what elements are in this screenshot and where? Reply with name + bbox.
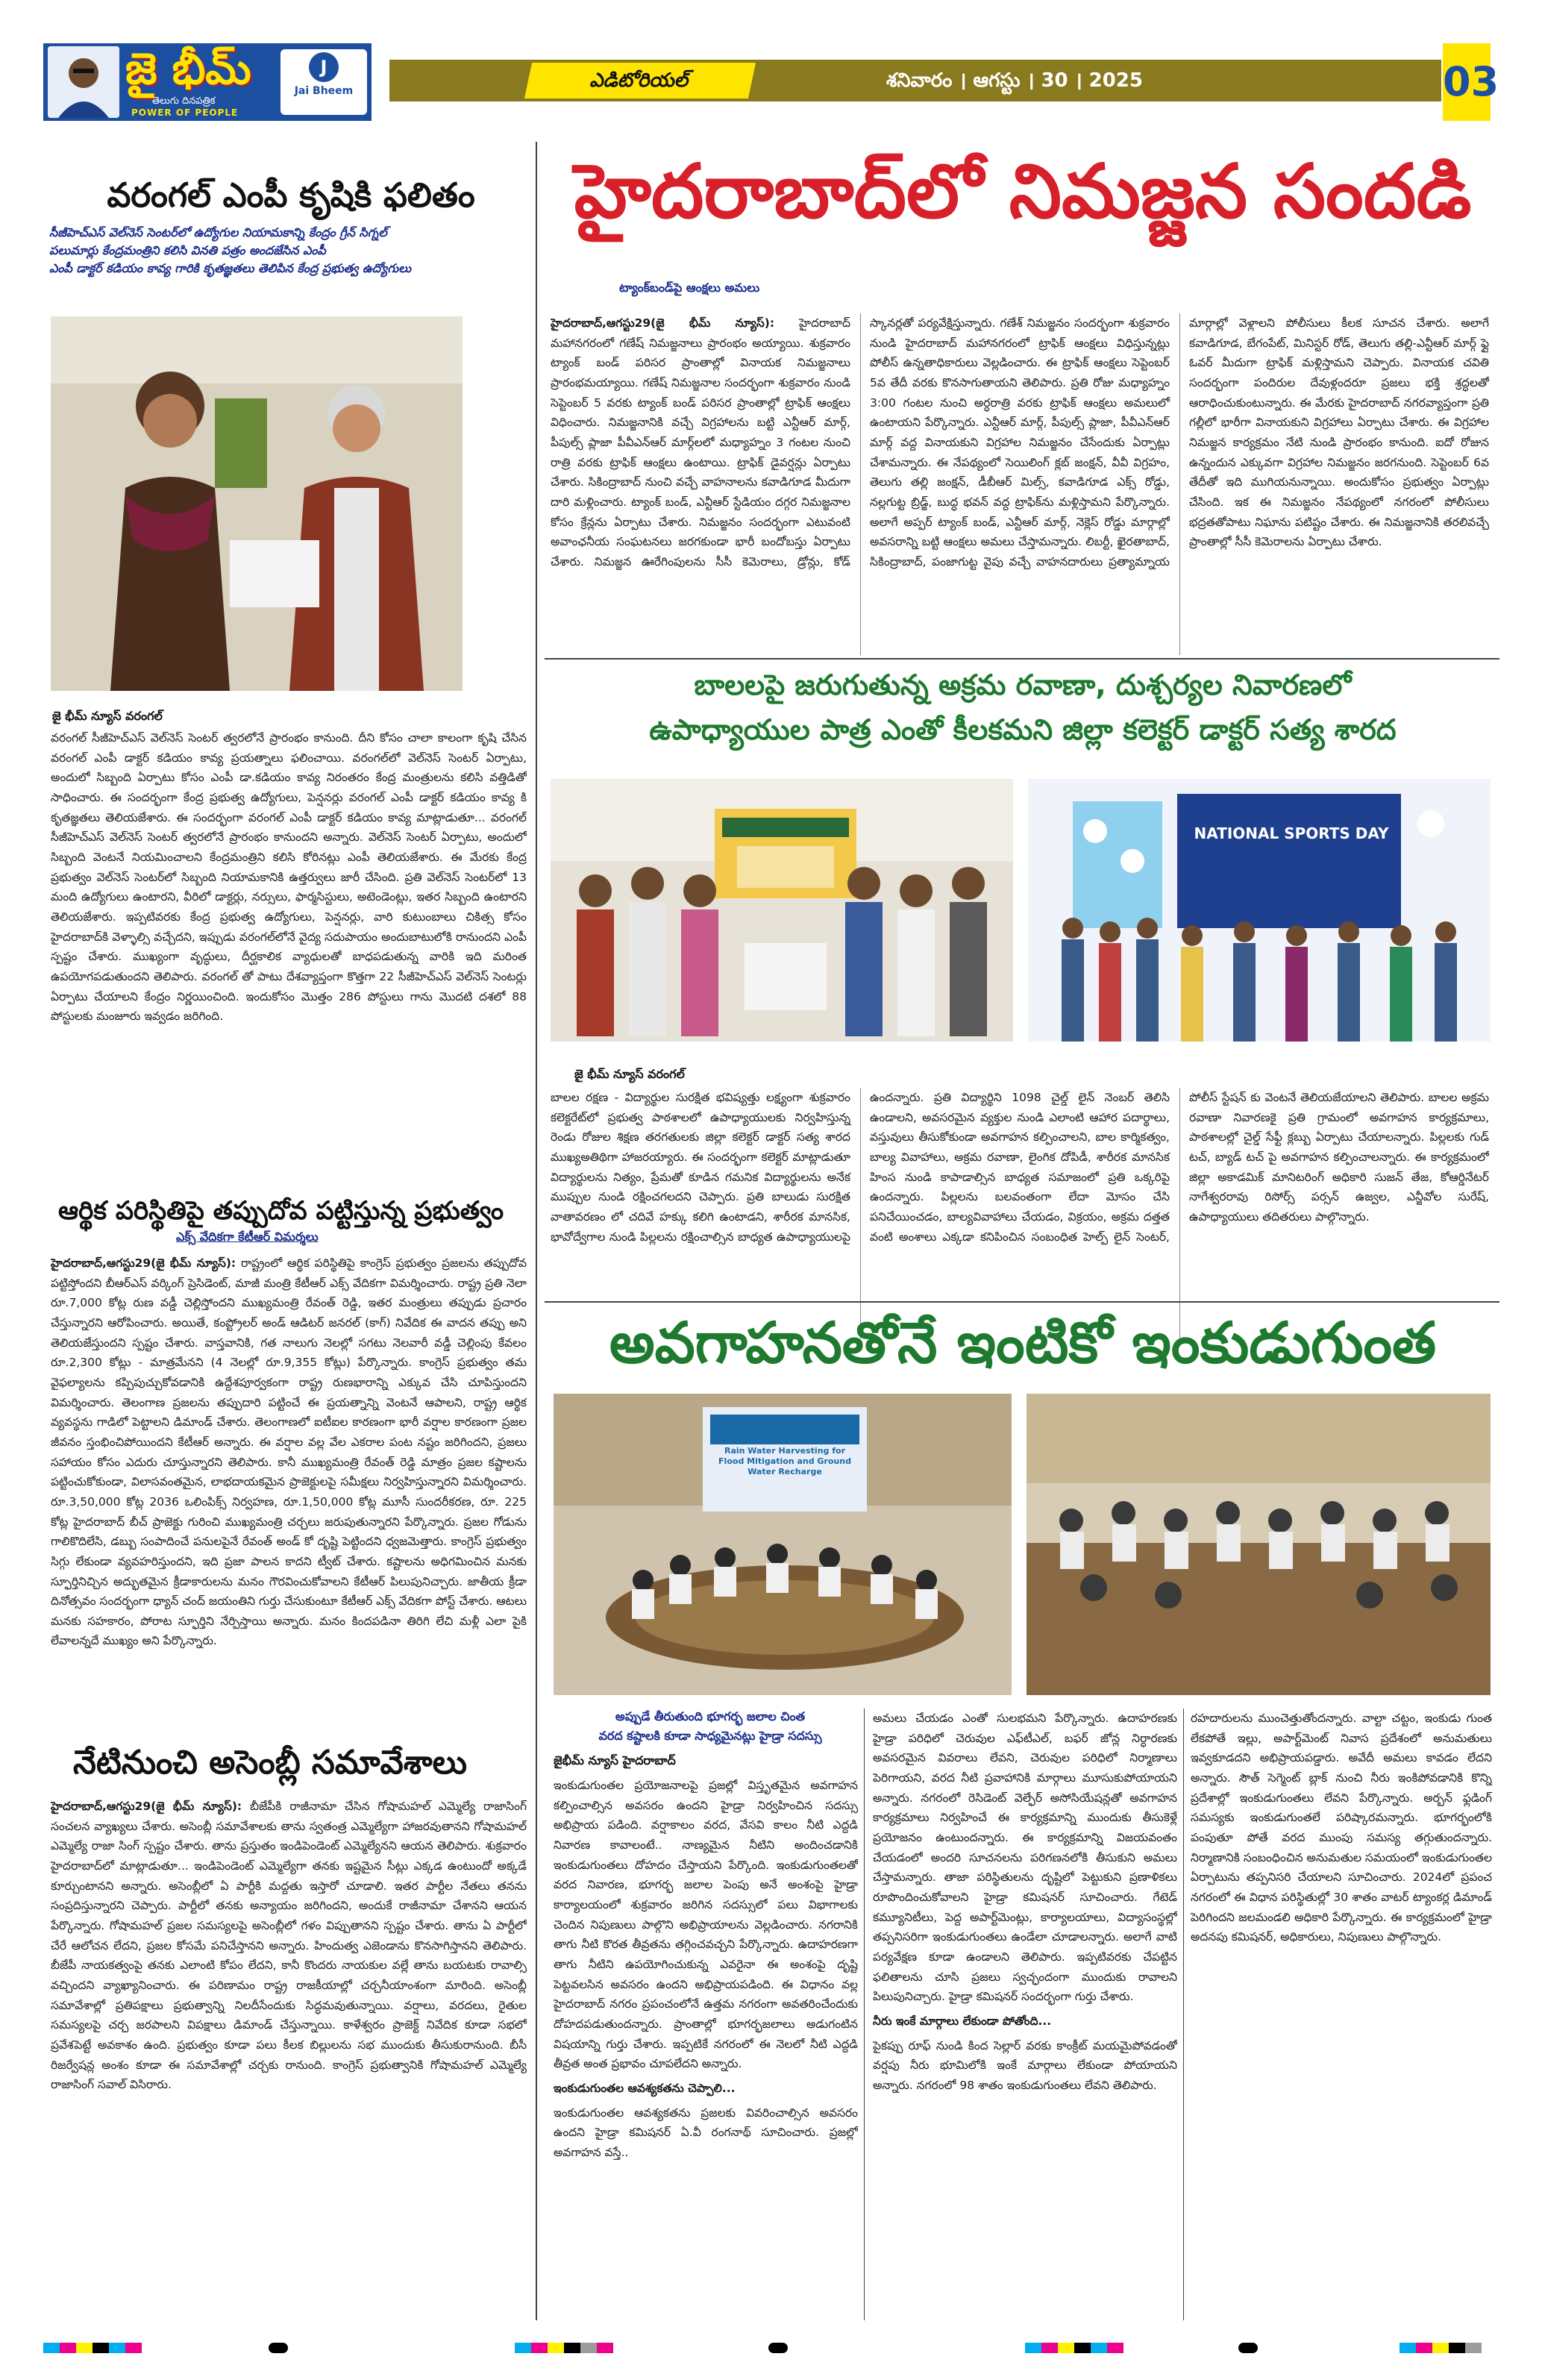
rainwater-headline: అవగాహనతోనే ఇంటికో ఇంకుడుగుంత	[609, 1309, 1437, 1376]
registration-mark-2	[768, 2343, 788, 2353]
collector-headline-line-2: ఉపాధ్యాయుల పాత్ర ఎంతో కీలకమని జిల్లా కలెక్టర్ డాక్టర్ సత్య శారద	[649, 713, 1397, 746]
rainwater-col-2-text: అమలు చేయడం ఎంతో సులభమని పేర్కొన్నారు. ఉదాహరణకు హైడ్రా పరిధిలో చెరువుల ఎఫ్‌టీఎల్, బఫర్ జోన్ల నిర్ధారణకు అవసరమైన వివరాలు లేవని, చెరువుల పరిధిలో నిర్మాణాలు పెరిగాయని, వరద నీటి ప్రవాహానికి మార్గాలు మూసుకుపోయాయని అన్నారు. నగరంలో రెసిడెంట్ వెల్ఫేర్ అసోసియేషన్లతో అవగాహన కార్యక్రమాలు నిర్వహించే ఈ కార్యక్రమాన్ని ముందుకు తీసుకెళ్లే ప్రయోజనం ఉంటుందన్నారు. ఈ కార్యక్రమాన్ని విజయవంతం చేయడంలో అందరి సూచనలను పరిగణనలోకి తీసుకుని అమలు చేస్తామన్నారు. తాజా పరిస్థితులను దృష్టిలో పెట్టుకుని ప్రణాళికలు రూపొందించుకోవాలని హైడ్రా కమిషనర్ సూచించారు. గేటెడ్ కమ్యూనిటీలు, పెద్ద అపార్ట్‌మెంట్లు, కార్యాలయాలు, విద్యాసంస్థల్లో తప్పనిసరిగా ఇంకుడుగుంతలు ఉండేలా చూడాలన్నారు. అలాగే వాటి పర్యవేక్షణ కూడా ఉండాలని తెలిపారు. ఇప్పటివరకు చేపట్టిన ఫలితాలను చూసి ప్రజలు స్వచ్ఛందంగా ముందుకు రావాలని పిలుపునిచ్చారు. హైడ్రా కమిషనర్ సందర్భంగా గుర్తు చేశారు.	[873, 1712, 1177, 2004]
rainwater-photo-audience	[1027, 1394, 1491, 1695]
rainwater-deck-line-2: వరద కష్టాలకి కూడా సాధ్యమైనట్లు హైడ్రా సదస్సు	[598, 1729, 822, 1743]
rainwater-subhead-1: ఇంకుడుగుంతల ఆవశ్యకతను చెప్పాలి...	[554, 2081, 736, 2095]
logo-tag-en: POWER OF PEOPLE	[131, 107, 239, 118]
warangal-deck-line-2: పలుమార్లు కేంద్రమంత్రిని కలిసి వినతి పత్రం అందజేసిన ఎంపీ	[49, 243, 326, 257]
finance-body	[51, 1253, 527, 1740]
emblem-icon: J	[309, 52, 339, 82]
emblem	[280, 49, 367, 115]
rainwater-col-2b-text: పైకప్పు రూఫ్ నుండి కింద సెల్లార్ వరకు కాంక్రీట్ మయమైపోవడంతో వర్షపు నీరు భూమిలోకి ఇంకే మార్గాలు లేకుండా పోయాయని అన్నారు. నగరంలో 98 శాతం ఇంకుడుగుంతలు లేవని తెలిపారు.	[873, 2038, 1177, 2092]
print-color-bar-mid-right	[1025, 2343, 1123, 2353]
logo-tag-te: తెలుగు దినపత్రిక	[152, 95, 216, 107]
warangal-body: వరంగల్ సీజీహెచ్ఎస్ వెల్‌నెస్ సెంటర్ త్వరలోనే ప్రారంభం కానుంది. దీని కోసం చాలా కాలంగా కృషి చేసిన వరంగల్ ఎంపీ డాక్టర్ కడియం కావ్య ప్రయత్నాలు ఫలించాయి. వరంగల్‌లో వెల్‌నెస్ సెంటర్ ఏర్పాటు, అందులో సిబ్బంది ఏర్పాటు కోసం ఎంపీ డా.కడియం కావ్య నిరంతరం కేంద్ర మంత్రులను కలిసి వత్తిడితో సాధించారు. ఈ సందర్భంగా కేంద్ర ప్రభుత్వ ఉద్యోగులు, పెన్షనర్లు వరంగల్ ఎంపీ డాక్టర్ కడియం కావ్య కి కృతజ్ఞతలు తెలియజేశారు. ఈ సందర్భంగా వరంగల్ ఎంపీ డాక్టర్ కడియం కావ్య మాట్లాడుతూ... వరంగల్ సీజీహెచ్ఎస్ వెల్‌నెస్ సెంటర్ త్వరలోనే ప్రారంభం కానుందని అన్నారు. వెల్‌నెస్ సెంటర్ ఏర్పాటు, అందులో సిబ్బంది వెంటనే నియమించాలని కేంద్రమంత్రిని కలిసి కోరినట్లు ఎంపీ తెలియజేశారు. ఈ మేరకు కేంద్ర ప్రభుత్వం వెల్‌నెస్ సెంటర్‌లో సిబ్బంది నియామకానికి ఉత్తర్వులు జారీ చేసింది. ప్రతి వెల్‌నెస్ సెంటర్‌లో 13 మంది ఉద్యోగులు ఉంటారని, వీరిలో డాక్టర్లు, నర్సులు, ఫార్మసిస్టులు, అటెండెంట్లు, ఇతర సిబ్బంది ఉంటారని తెలియజేశారు. ఇప్పటివరకు కేంద్ర ప్రభుత్వ ఉద్యోగులు, పెన్షనర్లు, వారి కుటుంబాలు చికిత్స కోసం హైదరాబాద్‌కి వెళ్ళాల్సి వచ్చేదని, ఇప్పుడు వరంగల్‌లోనే వైద్య సదుపాయం అందుబాటులోకి రానుందని ఎంపీ స్పష్టం చేశారు. ముఖ్యంగా వృద్ధులు, దీర్ఘకాలిక వ్యాధులతో బాధపడుతున్న వారికి ఇది మరింత ఉపయోగపడుతుందని తెలిపారు. వరంగల్ తో పాటు దేశవ్యాప్తంగా కొత్తగా 22 సీజీహెచ్ఎస్ వెల్‌నెస్ సెంటర్లు ఏర్పాటు చేయాలని కేంద్రం నిర్ణయించింది. ఇందుకోసం మొత్తం 286 పోస్టులు గాను మొదటి దశలో 88 పోస్టులకు మంజూరు ఇవ్వడం జరిగింది.	[51, 731, 527, 1024]
warangal-deck-line-1: సీజీహెచ్ఎస్ వెల్‌నెస్ సెంటర్‌లో ఉద్యోగుల నియామకాన్ని కేంద్రం గ్రీన్ సిగ్నల్	[49, 225, 387, 239]
collector-byline: జై భీమ్ న్యూస్ వరంగల్	[574, 1067, 685, 1081]
print-color-bar-mid-left	[515, 2343, 613, 2353]
registration-mark-3	[1238, 2343, 1258, 2353]
rainwater-photo-main	[554, 1394, 1012, 1695]
rainwater-banner-text: Rain Water Harvesting for Flood Mitigation and Ground Water Recharge	[718, 1446, 851, 1476]
lead-text: హైదరాబాద్ మహానగరంలో గణేష్ నిమజ్జనాలు ప్రారంభం అయ్యాయి. శుక్రవారం ట్యాంక్ బండ్ పరిసర ప్రాంతాల్లో వినాయక నిమజ్జనాలు ప్రారంభమయ్యాయి. గణేష్ నిమజ్జనాల సందర్భంగా శుక్రవారం నుండి సెప్టెంబర్ 5 వరకు ట్యాంక్ బండ్ పరిసర ప్రాంతాల్లో ట్రాఫిక్ ఆంక్షలు విధించారు. నిమజ్జనానికి వచ్చే విగ్రహాలను బట్టి ఎన్టీఆర్ మార్గ్, పీపుల్స్ ప్లాజా పీవీఎన్ఆర్ మార్గ్‌లలో మధ్యాహ్నం 3 గంటల నుంచి రాత్రి వరకు ట్రాఫిక్ ఆంక్షలు ఉంటాయి. ట్రాఫిక్ డైవర్షన్లు ఏర్పాటు చేశారు. సికింద్రాబాద్ నుంచి వచ్చే వాహనాలను కవాడిగూడ మీదుగా దారి మళ్లించారు. ట్యాంక్ బండ్, ఎన్టీఆర్ స్టేడియం దగ్గర నిమజ్జనాల కోసం క్రేన్లను ఏర్పాటు చేశారు. నిమజ్జనం సందర్భంగా ఎటువంటి అవాంఛనీయ సంఘటనలు జరగకుండా భారీ బందోబస్తు ఏర్పాటు చేశారు. నిమజ్జన ఊరేగింపులను సీసీ కెమెరాలు, డ్రోన్లు, కోడ్ స్కానర్లతో పర్యవేక్షిస్తున్నారు. గణేశ్ నిమజ్జనం సందర్భంగా శుక్రవారం నుండి హైదరాబాద్ మహానగరంలో ట్రాఫిక్ ఆంక్షలు విధిస్తున్నట్లు పోలీస్ ఉన్నతాధికారులు వెల్లడించారు. ఈ ట్రాఫిక్ ఆంక్షలు సెప్టెంబర్ 5వ తేదీ వరకు కొనసాగుతాయని తెలిపారు. ప్రతి రోజు మధ్యాహ్నం 3:00 గంటల నుంచి అర్ధరాత్రి వరకు ట్రాఫిక్ ఆంక్షలు అమలులో ఉంటాయని పేర్కొన్నారు. ఎన్టీఆర్ మార్గ్, పీపుల్స్ ప్లాజా, పీవీఎన్ఆర్ మార్గ్ వద్ద వినాయకుని విగ్రహాల నిమజ్జనం చేసేందుకు ఏర్పాట్లు చేశామన్నారు. ఈ నేపథ్యంలో సెయిలింగ్ క్లబ్ జంక్షన్, వీవీ విగ్రహం, తెలుగు తల్లి జంక్షన్, డీబీఆర్ మిల్స్, కవాడిగూడ ఎక్స్ రోడ్డు, నల్లగుట్ట బ్రిడ్జ్, బుద్ధ భవన్ వద్ద ట్రాఫిక్‌ను మళ్లిస్తామని పేర్కొన్నారు. అలాగే అప్పర్ ట్యాంక్ బండ్, ఎన్టీఆర్ మార్గ్, నెక్లెస్ రోడ్డు మార్గాల్లో అవసరాన్ని బట్టి ఆంక్షలు అమలు చేస్తామన్నారు. లిబర్టీ, ఖైరతాబాద్, సికింద్రాబాద్, పంజాగుట్ట వైపు వచ్చే వాహనదారులు ప్రత్యామ్నాయ మార్గాల్లో వెళ్లాలని పోలీసులు కీలక సూచన చేశారు. అలాగే కవాడిగూడ, బేగంపేట్, మినిస్టర్ రోడ్, తెలుగు తల్లి-ఎన్టీఆర్ మార్గ్ ఫ్లై ఓవర్ మీదుగా ట్రాఫిక్ మళ్లిస్తామని చెప్పారు. వినాయక చవితి సందర్భంగా పందిరుల దేవుళ్లందరూ ప్రజలు భక్తి శ్రద్ధలతో ఆరాధించుకుంటున్నారు. ఈ మేరకు హైదరాబాద్ నగరవ్యాప్తంగా ప్రతి గల్లీలో భారీగా వినాయకుని విగ్రహాలు ఏర్పాటు చేశారు. ఈ విగ్రహాల నిమజ్జన కార్యక్రమం నేటి నుండి ప్రారంభం కానుంది. ఐదో రోజున ఉన్నందున ఎక్కువగా విగ్రహాల నిమజ్జనం జరగనుంది. సెప్టెంబర్ 6వ తేదీతో ఇది ముగియనున్నాయి. అందుకోసం ప్రభుత్వం ఏర్పాట్లు చేసింది. ఇక ఈ నిమజ్జనం నేపథ్యంలో నగరంలో పోలీసులు భద్రతతోపాటు నిఘాను పటిష్టం చేశారు. ఈ నిమజ్జనానికి తరలివచ్చే ప్రాంతాల్లో సీసీ కెమెరాలను ఏర్పాటు చేశారు.	[551, 316, 1489, 569]
section-label: ఎడిటోరియల్	[524, 63, 756, 98]
collector-photo-workshop	[551, 779, 1013, 1042]
rainwater-col-1	[554, 1776, 858, 2320]
print-color-bar-left	[43, 2343, 142, 2353]
rainwater-deck-line-1: అప్పుడే తీరుతుంది భూగర్భ జలాల చింత	[615, 1709, 806, 1723]
rainwater-col-rule-1	[864, 1709, 865, 2320]
collector-bottom-rule	[545, 1301, 1499, 1303]
rainwater-subhead-2: నీరు ఇంకే మార్గాలు లేకుండా పోతోంది...	[873, 2014, 1052, 2028]
rainwater-col-1-text: ఇంకుడుగుంతల ప్రయోజనాలపై ప్రజల్లో విస్తృతమైన అవగాహన కల్పించాల్సిన అవసరం ఉందని హైడ్రా నిర్వహించిన సదస్సు అభిప్రాయ పడింది. వర్షాకాలం వరద, వేసవి కాలం నీటి ఎద్దడి నివారణ కావాలంటే.. నాణ్యమైన నీటిని అందించడానికి ఇంకుడుగుంతలు దోహదం చేస్తాయని పేర్కొంది. ఇంకుడుగుంతలతో వరద నివారణ, భూగర్భ జలాల పెంపు అనే అంశంపై హైడ్రా కార్యాలయంలో శుక్రవారం జరిగిన సదస్సులో పలు విభాగాలకు చెందిన నిపుణులు పాల్గొని అభిప్రాయాలను వెల్లడించారు. నగరానికి తాగు నీటి కొరత తీవ్రతను తగ్గించవచ్చని పేర్కొన్నారు. ఉదాహరణగా తాగు నీటిని ఉపయోగించుకున్న ఎవరైనా ఈ అంశంపై దృష్టి పెట్టవలసిన అవసరం ఉందని అభిప్రాయపడింది. ఈ విధానం వల్ల హైదరాబాద్ నగరం ప్రపంచంలోనే ఉత్తమ నగరంగా అవతరించేందుకు దోహదపడుతుందన్నారు. ప్రాంతాల్లో భూగర్భజలాలు అడుగంటిన విషయాన్ని గుర్తు చేశారు. ఇప్పటికే నగరంలో ఈ నెలలో నీటి ఎద్దడి తీవ్రత అంత ప్రభావం చూపలేదని అన్నారు.	[554, 1779, 858, 2071]
finance-text: రాష్ట్రంలో ఆర్థిక పరిస్థితిపై కాంగ్రెస్ ప్రభుత్వం ప్రజలను తప్పుదోవ పట్టిస్తోందని బీఆర్ఎస్ వర్కింగ్ ప్రెసిడెంట్, మాజీ మంత్రి కేటీఆర్ ఎక్స్ వేదికగా విమర్శించారు. రాష్ట్ర ప్రతి నెలా రూ.7,000 కోట్ల రుణ వడ్డీ చెల్లిస్తోందని ముఖ్యమంత్రి రేవంత్ రెడ్డి, ఇతర మంత్రులు తప్పుడు ప్రచారం చేస్తున్నారని ఆరోపించారు. అయితే, కంప్ట్రోలర్ అండ్ ఆడిటర్ జనరల్ (కాగ్) నివేదిక ఈ వాదన తప్పు అని తెలియజేస్తుందని స్పష్టం చేశారు. వాస్తవానికి, గత నాలుగు నెలల్లో సగటు నెలవారీ వడ్డీ చెల్లింపు కేవలం రూ.2,300 కోట్లు - మాత్రమేనని (4 నెలల్లో రూ.9,355 కోట్లు) పేర్కొన్నారు. కాంగ్రెస్ ప్రభుత్వం తమ వైఫల్యాలను కప్పిపుచ్చుకోవడానికి ఉద్దేశపూర్వకంగా రాష్ట్ర రుణభారాన్ని ఎక్కువ చేసి చూపిస్తుందని విమర్శించారు. తెలంగాణ ప్రజలను తప్పుదారి పట్టించే ఈ ప్రయత్నాన్ని వెంటనే ఆపాలని, రాష్ట్ర ఆర్థిక వ్యవస్థను గాడిలో పెట్టాలని డిమాండ్ చేశారు. తెలంగాణలో ఐటీఐల కారణంగా భారీ వర్షాల కారణంగా ప్రజల జీవనం స్తంభించిపోయిందని కేటీఆర్ అన్నారు. ఈ వర్షాల వల్ల వేల ఎకరాల పంట నష్టం జరిగిందని, ప్రజలు సహాయం కోసం ఎదురు చూస్తున్నారని తెలిపారు. కానీ ముఖ్యమంత్రి రేవంత్ రెడ్డి మాత్రం ప్రజల కష్టాలను పట్టించుకోకుండా, విలాసవంతమైన, లాభదాయకమైన ప్రాజెక్టులపై సమీక్షలు నిర్వహిస్తున్నారని విమర్శించారు. రూ.3,50,000 కోట్ల 2036 ఒలింపిక్స్ నిర్వహణ, రూ.1,50,000 కోట్ల మూసీ సుందరీకరణ, రూ. 225 కోట్ల హైదరాబాద్ బీచ్ ప్రాజెక్టు గురించి ముఖ్యమంత్రి చర్చలు జరుపుతున్నారని పేర్కొన్నారు. ప్రజల గోడును గాలికొదిలేసి, డబ్బు సంపాదించే పనులపైనే రేవంత్ అండ్ కో దృష్టి పెట్టిందని ధ్వజమెత్తారు. కాంగ్రెస్ ప్రభుత్వం సిగ్గు లేకుండా వ్యవహరిస్తుందని, ఇది ప్రజా పాలన కాదని ట్వీట్ చేశారు. కష్టాలను అధిగమించిన మనకు స్ఫూర్తినిచ్చిన అద్భుతమైన క్రీడాకారులను మనం గౌరవించుకోవాలని కేటీఆర్ పిలుపునిచ్చారు. జాతీయ క్రీడా దినోత్సవం సందర్భంగా ధ్యాన్ చంద్ జయంతిని గుర్తు చేసుకుంటూ కేటీఆర్ ఎక్స్ వేదికగా పోస్ట్ చేశారు. ఆటలు మనకు సహకారం, పోరాట స్ఫూర్తిని నేర్పిస్తాయి అన్నారు. మనం కిందపడినా తిరిగి లేచి మళ్లీ ఎలా పైకి లేవాలన్నదే ముఖ్యం అని పేర్కొన్నారు.	[51, 1256, 527, 1648]
masthead	[43, 43, 1499, 121]
rainwater-col-1b-text: ఇంకుడుగుంతల ఆవశ్యకతను ప్రజలకు వివరించాల్సిన అవసరం ఉందని హైడ్రా కమిషనర్ ఏ.వీ రంగనాథ్ సూచించారు. ప్రజల్లో అవగాహన వస్తే..	[554, 2105, 858, 2159]
ambedkar-portrait-icon	[48, 46, 119, 118]
warangal-deck	[49, 224, 534, 278]
collector-headline-line-1: బాలలపై జరుగుతున్న అక్రమ రవాణా, దుశ్చర్యల నివారణలో	[694, 668, 1352, 701]
assembly-headline: నేటినుంచి అసెంబ్లీ సమావేశాలు	[73, 1744, 468, 1782]
finance-byline: ఎక్స్ వేదికగా కేటీఆర్ విమర్శలు	[176, 1230, 319, 1244]
collector-photo-sports-day	[1028, 779, 1491, 1042]
lead-headline: హైదరాబాద్‌లో నిమజ్జన సందడి	[574, 148, 1472, 235]
warangal-headline: వరంగల్ ఎంపీ కృషికి ఫలితం	[107, 175, 475, 215]
warangal-photo	[51, 316, 463, 691]
assembly-dateline: హైదరాబాద్,ఆగస్టు29(జై భీమ్ న్యూస్):	[51, 1800, 242, 1813]
rainwater-col-rule-2	[1183, 1709, 1184, 2320]
lead-deck: ట్యాంక్‌బండ్‌పై ఆంక్షలు అమలు	[619, 281, 760, 295]
warangal-byline: జై భీమ్ న్యూస్ వరంగల్	[52, 709, 163, 723]
warangal-deck-line-3: ఎంపీ డాక్టర్ కడియం కావ్య గారికి కృతజ్ఞతలు తెలిపిన కేంద్ర ప్రభుత్వ ఉద్యోగులు	[49, 261, 412, 275]
print-color-bar-right	[1400, 2343, 1482, 2353]
lead-body	[551, 313, 1489, 655]
assembly-body	[51, 1797, 527, 2319]
collector-body: బాలల రక్షణ - విద్యార్థుల సురక్షిత భవిష్యత్తు లక్ష్యంగా శుక్రవారం కలెక్టరేట్‌లో ప్రభుత్వ పాఠశాలలో ఉపాధ్యాయులకు నిర్వహిస్తున్న రెండు రోజుల శిక్షణ తరగతులకు జిల్లా కలెక్టర్ డాక్టర్ సత్య శారద ముఖ్యఅతిథిగా హాజరయ్యారు. ఈ సందర్భంగా కలెక్టర్ మాట్లాడుతూ విద్యార్థులను నిత్యం, ప్రేమతో కూడిన గమనిక విద్యార్థులను అనేక ముప్పుల నుండి రక్షించగలదని చెప్పారు. ప్రతి బాలుడు సురక్షిత వాతావరణం లో చదివే హక్కు కలిగి ఉంటాడని, శారీరక మానసిక, భావోద్వేగాల నుండి పిల్లలను రక్షించాల్సిన బాధ్యత ఉపాధ్యాయులపై ఉందన్నారు. ప్రతి విద్యార్థిని 1098 చైల్డ్ లైన్ నెంబర్ తెలిసి ఉండాలని, అవసరమైన వ్యక్తుల నుండి ఎలాంటి ఆహార పదార్థాలు, వస్తువులు తీసుకోకుండా అవగాహన కల్పించాలని, బాల కార్మికత్వం, బాల్య వివాహాలు, అక్రమ రవాణా, లైంగిక దోపిడీ, శారీరక మానసిక హింస నుండి కాపాడాల్సిన బాధ్యత సమాజంలో ప్రతి ఒక్కరిపై ఉందన్నారు. పిల్లలను బలవంతంగా లేదా మోసం చేసి పనిచేయించడం, బాల్యవివాహాలు చేయడం, విక్రయం, అక్రమ దత్తత వంటి అంశాలు ఎక్కడా కనిపించిన సంబంధిత హెల్ప్ లైన్ సెంటర్, పోలీస్ స్టేషన్ కు వెంటనే తెలియజేయాలని తెలిపారు. బాలల అక్రమ రవాణా నివారణకై ప్రతి గ్రామంలో అవగాహన కార్యక్రమాలు, పాఠశాలల్లో చైల్డ్ సేఫ్టీ క్లబ్బు ఏర్పాటు చేయాలన్నారు. పిల్లలకు గుడ్ టచ్, బ్యాడ్ టచ్ పై అవగాహన కల్పించాలన్నారు. ఈ కార్యక్రమంలో జిల్లా అకాడమిక్ మానిటరింగ్ అధికారి సుజన్ తేజ, కోఆర్డినేటర్ నాగేశ్వరరావు రిసోర్స్ పర్సన్ ఉజ్వల, ఎన్జీవోల సురేష్, ఉపాధ్యాయులు తదితరులు పాల్గొన్నారు.	[551, 1091, 1489, 1244]
registration-mark-1	[269, 2343, 288, 2353]
assembly-text: బీజేపీకి రాజీనామా చేసిన గోషామహల్ ఎమ్మెల్యే రాజాసింగ్ సంచలన వ్యాఖ్యలు చేశారు. అసెంబ్లీ సమావేశాలకు తాను స్వతంత్ర ఎమ్మెల్యేగా హాజరవుతానని గోషామహల్ ఎమ్మెల్యే రాజా సింగ్ స్పష్టం చేశారు. తాను ప్రస్తుతం ఇండిపెండెంట్ ఎమ్మెల్యేనని ఆయన తెలిపారు. శుక్రవారం హైదరాబాద్‌లో మాట్లాడుతూ... ఇండిపెండెంట్ ఎమ్మెల్యేగా తనకు ఇష్టమైన సీట్లు ఎక్కడ ఉంటుందో అక్కడే కూర్చుంటానని అన్నారు. అసెంబ్లీలో ఏ పార్టీకి మద్దతు ఇస్తారో చూడాలి. ఇతర పార్టీల నేతలు తనను సంప్రదిస్తున్నారని చెప్పారు. పార్టీలో తనకు అన్యాయం జరిగిందని, అందుకే రాజీనామా చేశానని ఆయన పేర్కొన్నారు. గోషామహల్ ప్రజల సమస్యలపై అసెంబ్లీలో గళం విప్పుతానని స్పష్టం చేశారు. తాను ఏ పార్టీలో చేరే ఆలోచన లేదని, ప్రజల కోసమే పనిచేస్తానని అన్నారు. హిందుత్వ ఎజెండాను కొనసాగిస్తానని తెలిపారు. బీజేపీ నాయకత్వంపై తనకు ఎలాంటి కోపం లేదని, కానీ కొందరు నాయకుల వల్లే తాను బయటకు రావాల్సి వచ్చిందని వ్యాఖ్యానించారు. ఈ పరిణామం రాష్ట్ర రాజకీయాల్లో చర్చనీయాంశంగా మారింది. అసెంబ్లీ సమావేశాల్లో ప్రతిపక్షాలు ప్రభుత్వాన్ని నిలదీసేందుకు సిద్ధమవుతున్నాయి. వర్షాలు, వరదలు, రైతుల సమస్యలపై చర్చ జరపాలని విపక్షాలు డిమాండ్ చేస్తున్నాయి. కాళేశ్వరం ప్రాజెక్ట్ నివేదిక కూడా సభలో ప్రవేశపెట్టే అవకాశం ఉంది. ప్రభుత్వం కూడా పలు కీలక బిల్లులను సభ ముందుకు తీసుకురానుంది. బీసీ రిజర్వేషన్ల అంశం కూడా ఈ సమావేశాల్లో చర్చకు రానుంది. కాంగ్రెస్ ప్రభుత్వానికి గోషామహల్ ఎమ్మెల్యే రాజాసింగ్ సవాల్ విసిరారు.	[51, 1800, 527, 2092]
finance-headline: ఆర్థిక పరిస్థితిపై తప్పుదోవ పట్టిస్తున్న ప్రభుత్వం	[58, 1196, 504, 1226]
collector-headline	[549, 663, 1496, 752]
rainwater-deck	[554, 1707, 867, 1746]
date-text: శనివారం । ఆగస్టు । 30 । 2025	[886, 69, 1143, 92]
lead-dateline: హైదరాబాద్,ఆగస్టు29(జై భీమ్ న్యూస్):	[551, 316, 775, 330]
logo-text: జై భీమ్	[125, 43, 251, 94]
rainwater-byline: జైభీమ్ న్యూస్ హైదరాబాద్	[554, 1753, 676, 1767]
emblem-text: Jai Bheem	[294, 85, 354, 97]
finance-dateline: హైదరాబాద్,ఆగస్టు29(జై భీమ్ న్యూస్):	[51, 1256, 236, 1270]
column-divider-left	[536, 142, 537, 2320]
sports-day-banner-text: NATIONAL SPORTS DAY	[1194, 824, 1389, 842]
lead-bottom-rule	[545, 658, 1499, 660]
page-number: 03	[1443, 43, 1491, 121]
rainwater-col-3: రహదారులను ముంచెత్తుతోందన్నారు. వాల్టా చట్టం, ఇంకుడు గుంత లేకపోతే ఇల్లు, అపార్ట్‌మెంట్ నివాస ప్రదేశంలో అనుమతులు ఇవ్వకూడదని అభిప్రాయపడ్డారు. అవేదీ అమలు కావడం లేదని అన్నారు. సౌత్ సెగ్మెంట్ బ్లాక్ నుంచి నీరు ఇంకిపోవడానికి కొన్ని ప్రదేశాల్లో ఇంకుడుగుంతలు లేవని పేర్కొన్నారు. అర్బన్ ఫ్లడింగ్ సమస్యకు ఇంకుడుగుంతలే పరిష్కారమన్నారు. భూగర్భంలోకి పంపుతూ పోతే వరద ముంపు సమస్య తగ్గుతుందన్నారు. నిర్మాణానికి సంబంధించిన అనుమతుల సమయంలో ఇంకుడుగుంతల ఏర్పాటును తప్పనిసరి చేయాలని సూచించారు. 2024లో ప్రపంచ నగరంలో ఈ విధాన పరిస్థితుల్లో 30 శాతం వాటర్ ట్యాంకర్ల డిమాండ్ పెరిగిందని జలమండలి అధికారి పేర్కొన్నారు. ఈ కార్యక్రమంలో హైడ్రా అదనపు కమిషనర్, అధికారులు, నిపుణులు పాల్గొన్నారు.	[1191, 1712, 1492, 1944]
logo-block[interactable]	[43, 43, 372, 121]
rainwater-col-2	[873, 1709, 1177, 2320]
